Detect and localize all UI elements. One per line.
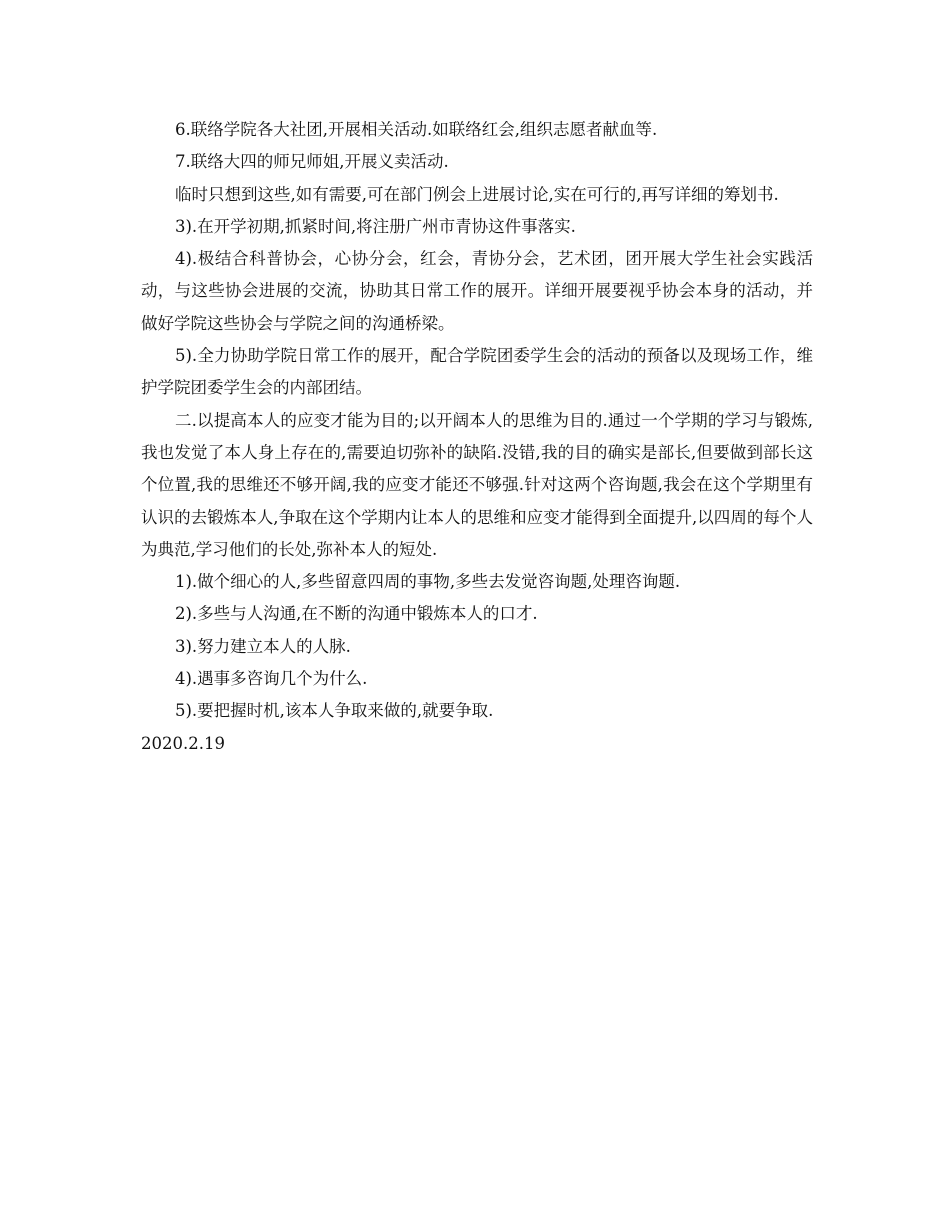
paragraph-sub-3: 3).努力建立本人的人脉.	[175, 636, 351, 656]
document-date: 2020.2.19	[141, 733, 225, 753]
paragraph-item-6: 6.联络学院各大社团,开展相关活动.如联络红会,组织志愿者献血等.	[175, 120, 658, 139]
paragraph-temporary-note: 临时只想到这些,如有需要,可在部门例会上进展讨论,实在可行的,再写详细的筹划书.	[175, 184, 779, 204]
paragraph-item-3-register: 3).在开学初期,抓紧时间,将注册广州市青协这件事落实.	[175, 216, 576, 236]
paragraph-item-5-assist: 5).全力协助学院日常工作的展开，配合学院团委学生会的活动的预备以及现场工作，维护学院团委学生会的内部团结。	[141, 346, 813, 398]
paragraph-section-two: 二.以提高本人的应变才能为目的;以开阔本人的思维为目的.通过一个学期的学习与锻炼,我也发觉了本人身上存在的,需要迫切弥补的缺陷.没错,我的目的确实是部长,但要做到部长这个位置,我的思维还不够开阔,我的应变才能还不够强.针对这两个咨询题,我会在这个学期里有认识的去锻炼本人,争取在这个学期内让本人的思维和应变才能得到全面提升,以四周的每个人为典范,学习他们的长处,弥补本人的短处.	[141, 410, 813, 559]
paragraph-sub-2: 2).多些与人沟通,在不断的沟通中锻炼本人的口才.	[175, 604, 538, 624]
document-body	[141, 114, 813, 760]
paragraph-sub-1: 1).做个细心的人,多些留意四周的事物,多些去发觉咨询题,处理咨询题.	[175, 572, 681, 592]
paragraph-item-4-associations: 4).极结合科普协会，心协分会，红会，青协分会，艺术团，团开展大学生社会实践活动，与这些协会进展的交流，协助其日常工作的展开。详细开展要视乎协会本身的活动，并做好学院这些协会与学院之间的沟通桥梁。	[141, 249, 813, 333]
paragraph-sub-5: 5).要把握时机,该本人争取来做的,就要争取.	[175, 701, 494, 721]
paragraph-sub-4: 4).遇事多咨询几个为什么.	[175, 669, 368, 689]
paragraph-item-7: 7.联络大四的师兄师姐,开展义卖活动.	[175, 152, 449, 172]
